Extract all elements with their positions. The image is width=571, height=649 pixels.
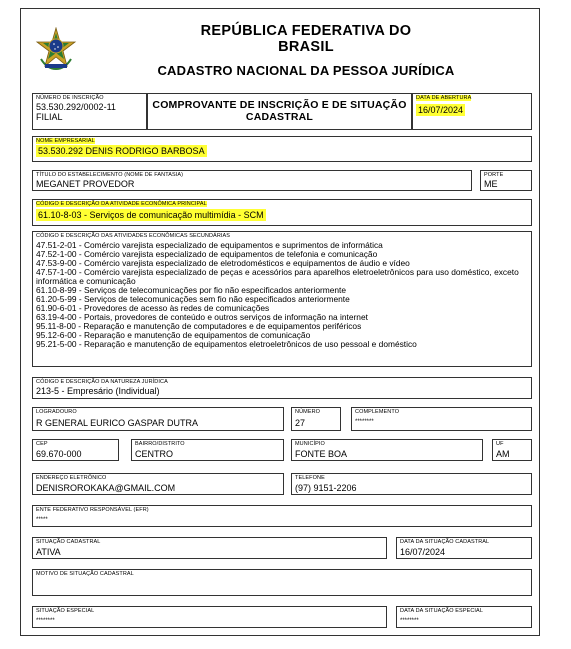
fantasia-box <box>32 170 472 191</box>
uf-value: AM <box>496 449 510 459</box>
porte-label: PORTE <box>484 172 504 178</box>
inscricao-label: NÚMERO DE INSCRIÇÃO <box>36 95 104 101</box>
nome-value: 53.530.292 DENIS RODRIGO BARBOSA <box>38 146 205 156</box>
email-label: ENDEREÇO ELETRÔNICO <box>36 475 107 481</box>
abertura-label: DATA DE ABERTURA <box>416 95 472 101</box>
efr-box <box>32 505 532 527</box>
data-situacao-especial-label: DATA DA SITUAÇÃO ESPECIAL <box>400 608 483 614</box>
abertura-value: 16/07/2024 <box>418 105 464 115</box>
porte-value: ME <box>484 179 498 189</box>
situacao-especial-box <box>32 606 387 628</box>
data-situacao-box <box>396 537 532 559</box>
list-item: 47.51-2-01 - Comércio varejista especializado de equipamentos e suprimentos de informática <box>36 240 383 250</box>
telefone-label: TELEFONE <box>295 475 325 481</box>
situacao-value: ATIVA <box>36 547 61 557</box>
numero-value: 27 <box>295 418 306 428</box>
atividade-principal-label: CÓDIGO E DESCRIÇÃO DA ATIVIDADE ECONÔMICA PRINCIPAL <box>36 201 207 207</box>
porte-box <box>480 170 532 191</box>
bairro-box <box>131 439 284 461</box>
comprovante-line1: COMPROVANTE DE INSCRIÇÃO E DE SITUAÇÃO <box>152 99 407 111</box>
registry-title: CADASTRO NACIONAL DA PESSOA JURÍDICA <box>157 63 455 78</box>
email-box <box>32 473 284 495</box>
municipio-label: MUNICÍPIO <box>295 441 325 447</box>
atividade-principal-box <box>32 199 532 226</box>
data-situacao-especial-box <box>396 606 532 628</box>
list-item: 95.21-5-00 - Reparação e manutenção de equipamentos eletroeletrônicos de uso pessoal e doméstico <box>36 339 417 349</box>
uf-label: UF <box>496 441 504 447</box>
uf-box <box>492 439 532 461</box>
numero-label: NÚMERO <box>295 409 321 415</box>
logradouro-value: R GENERAL EURICO GASPAR DUTRA <box>36 418 199 428</box>
fantasia-label: TÍTULO DO ESTABELECIMENTO (NOME DE FANTASIA) <box>36 172 184 178</box>
nome-label: NOME EMPRESARIAL <box>36 138 95 144</box>
list-item: 95.12-6-00 - Reparação e manutenção de equipamentos de comunicação <box>36 330 311 340</box>
motivo-label: MOTIVO DE SITUAÇÃO CADASTRAL <box>36 571 134 577</box>
efr-label: ENTE FEDERATIVO RESPONSÁVEL (EFR) <box>36 507 149 513</box>
abertura-box <box>412 93 532 130</box>
atividades-secundarias-list <box>36 241 536 349</box>
logradouro-box <box>32 407 284 431</box>
atividades-secundarias-label: CÓDIGO E DESCRIÇÃO DAS ATIVIDADES ECONÔMICAS SECUNDÁRIAS <box>36 233 231 239</box>
natureza-value: 213-5 - Empresário (Individual) <box>36 386 160 396</box>
list-item: 47.52-1-00 - Comércio varejista especializado de equipamentos de telefonia e comunicação <box>36 249 378 259</box>
data-situacao-value: 16/07/2024 <box>400 547 446 557</box>
efr-value: ***** <box>36 517 48 523</box>
numero-box <box>291 407 341 431</box>
coat-of-arms-emblem <box>35 27 77 71</box>
municipio-value: FONTE BOA <box>295 449 348 459</box>
situacao-especial-value: ******** <box>36 618 55 624</box>
municipio-box <box>291 439 483 461</box>
situacao-box <box>32 537 387 559</box>
inscricao-number: 53.530.292/0002-11 <box>36 102 116 112</box>
complemento-label: COMPLEMENTO <box>355 409 400 415</box>
atividades-secundarias-box <box>32 231 532 367</box>
email-value: DENISROROKAKA@GMAIL.COM <box>36 483 176 493</box>
bairro-label: BAIRRO/DISTRITO <box>135 441 185 447</box>
natureza-label: CÓDIGO E DESCRIÇÃO DA NATUREZA JURÍDICA <box>36 379 168 385</box>
cep-value: 69.670-000 <box>36 449 82 459</box>
logradouro-label: LOGRADOURO <box>36 409 77 415</box>
inscricao-type: FILIAL <box>36 112 63 122</box>
telefone-value: (97) 9151-2206 <box>295 483 357 493</box>
list-item: 61.90-6-01 - Provedores de acesso às redes de comunicações <box>36 303 270 313</box>
document-page <box>20 8 540 636</box>
list-item: 47.53-9-00 - Comércio varejista especializado de eletrodomésticos e equipamentos de áudio e vídeo <box>36 258 410 268</box>
list-item: 61.10-8-99 - Serviços de telecomunicações por fio não especificados anteriormente <box>36 285 347 295</box>
fantasia-value: MEGANET PROVEDOR <box>36 179 135 189</box>
comprovante-box <box>147 93 412 130</box>
list-item: 61.20-5-99 - Serviços de telecomunicações sem fio não especificados anteriormente <box>36 294 350 304</box>
complemento-box <box>351 407 532 431</box>
comprovante-line2: CADASTRAL <box>245 111 314 123</box>
country-title: REPÚBLICA FEDERATIVA DO BRASIL <box>200 23 412 55</box>
motivo-box <box>32 569 532 596</box>
natureza-box <box>32 377 532 399</box>
atividade-principal-value: 61.10-8-03 - Serviços de comunicação multimídia - SCM <box>38 210 264 220</box>
list-item: 63.19-4-00 - Portais, provedores de conteúdo e outros serviços de informação na internet <box>36 312 368 322</box>
situacao-especial-label: SITUAÇÃO ESPECIAL <box>36 608 95 614</box>
telefone-box <box>291 473 532 495</box>
bairro-value: CENTRO <box>135 449 173 459</box>
list-item: 47.57-1-00 - Comércio varejista especializado de peças e acessórios para aparelhos eletroeletrônicos para uso doméstico, exceto informática e comunicação <box>36 267 519 286</box>
cep-box <box>32 439 119 461</box>
cep-label: CEP <box>36 441 48 447</box>
data-situacao-especial-value: ******** <box>400 618 419 624</box>
data-situacao-label: DATA DA SITUAÇÃO CADASTRAL <box>400 539 490 545</box>
situacao-label: SITUAÇÃO CADASTRAL <box>36 539 101 545</box>
inscricao-box <box>32 93 147 130</box>
list-item: 95.11-8-00 - Reparação e manutenção de computadores e de equipamentos periféricos <box>36 321 362 331</box>
nome-box <box>32 136 532 162</box>
complemento-value: ******** <box>355 419 374 425</box>
